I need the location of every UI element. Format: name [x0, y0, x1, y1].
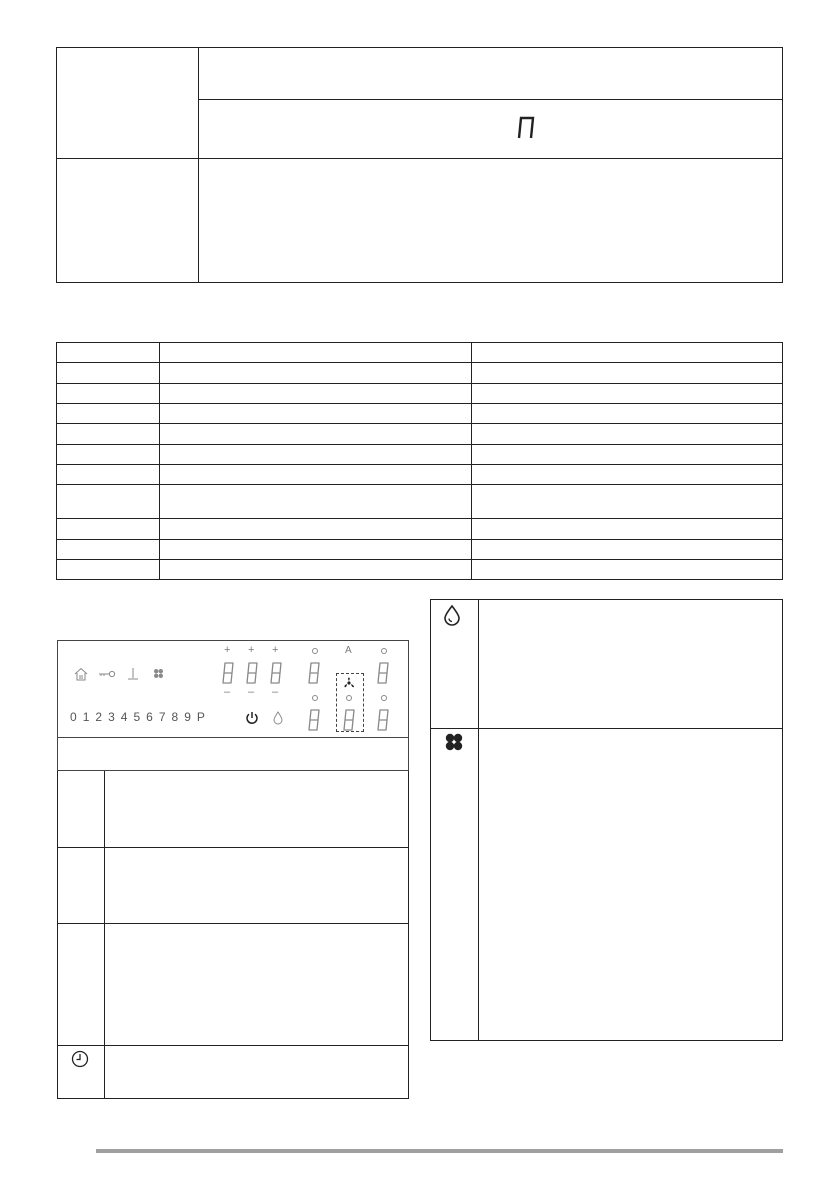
timer-indicator: [381, 695, 387, 701]
settings-row-divider: [56, 518, 783, 519]
clock-icon: [71, 1050, 89, 1068]
digit-display: [376, 709, 390, 731]
footer-bar: [96, 1149, 783, 1153]
left-header-row: [57, 737, 409, 771]
bridge-icon: [127, 667, 139, 680]
timer-indicator: [312, 648, 318, 654]
settings-row-divider: [56, 362, 783, 363]
timer-indicator: [312, 695, 318, 701]
key-icon: [98, 670, 116, 678]
minus-marker[interactable]: –: [248, 686, 255, 698]
power-level-3[interactable]: 3: [108, 710, 116, 724]
power-level-numbers: [70, 710, 206, 724]
minus-marker[interactable]: –: [272, 686, 279, 698]
drop-icon[interactable]: [273, 711, 283, 725]
left-table-col-divider: [104, 771, 105, 1099]
top-table: [56, 47, 783, 283]
clover-icon: [153, 668, 164, 679]
auto-label: A: [345, 645, 352, 656]
left-table-row-divider: [57, 1045, 409, 1046]
left-table-row-divider: [57, 847, 409, 848]
digit-display: [307, 662, 321, 684]
right-table-row-divider: [430, 728, 783, 729]
n-display-symbol: [515, 114, 537, 140]
timer-indicator: [381, 648, 387, 654]
digit-display: [376, 662, 390, 684]
settings-row-divider: [56, 383, 783, 384]
clover-icon-large: [444, 732, 464, 752]
power-level-1[interactable]: 1: [82, 710, 91, 724]
digit-display: [269, 662, 283, 684]
minus-marker[interactable]: –: [224, 686, 231, 698]
right-table: [430, 599, 783, 1041]
settings-col-divider-2: [471, 342, 472, 580]
fan-icon: [343, 677, 355, 689]
power-icon[interactable]: [245, 711, 259, 725]
settings-row-divider: [56, 444, 783, 445]
power-level-8[interactable]: 8: [171, 710, 180, 724]
settings-row-divider: [56, 464, 783, 465]
settings-row-divider: [56, 559, 783, 560]
power-level-5[interactable]: 5: [133, 710, 142, 724]
house-icon: [74, 667, 88, 681]
power-level-0[interactable]: 0: [70, 710, 78, 724]
digit-display: [221, 662, 235, 684]
power-level-9[interactable]: 9: [184, 710, 192, 724]
top-table-col-divider: [198, 47, 199, 283]
settings-row-divider: [56, 423, 783, 424]
drop-icon-large: [443, 604, 461, 626]
plus-marker[interactable]: +: [248, 644, 255, 656]
top-table-row-divider-inner: [198, 99, 783, 100]
right-table-col-divider: [478, 599, 479, 1041]
power-level-7[interactable]: 7: [158, 710, 167, 724]
top-table-row-divider: [56, 158, 783, 159]
left-table-row-divider: [57, 923, 409, 924]
power-level-6[interactable]: 6: [146, 710, 154, 724]
settings-table: [56, 342, 783, 580]
left-table: [57, 771, 409, 1099]
power-level-2[interactable]: 2: [95, 710, 104, 724]
plus-marker[interactable]: +: [224, 644, 231, 656]
digit-display: [245, 662, 259, 684]
plus-marker[interactable]: +: [272, 644, 279, 656]
settings-row-divider: [56, 403, 783, 404]
settings-row-divider: [56, 539, 783, 540]
digit-display: [307, 709, 321, 731]
power-level-4[interactable]: 4: [120, 710, 129, 724]
power-level-p[interactable]: P: [196, 710, 206, 724]
settings-col-divider-1: [159, 342, 160, 580]
settings-row-divider: [56, 484, 783, 485]
